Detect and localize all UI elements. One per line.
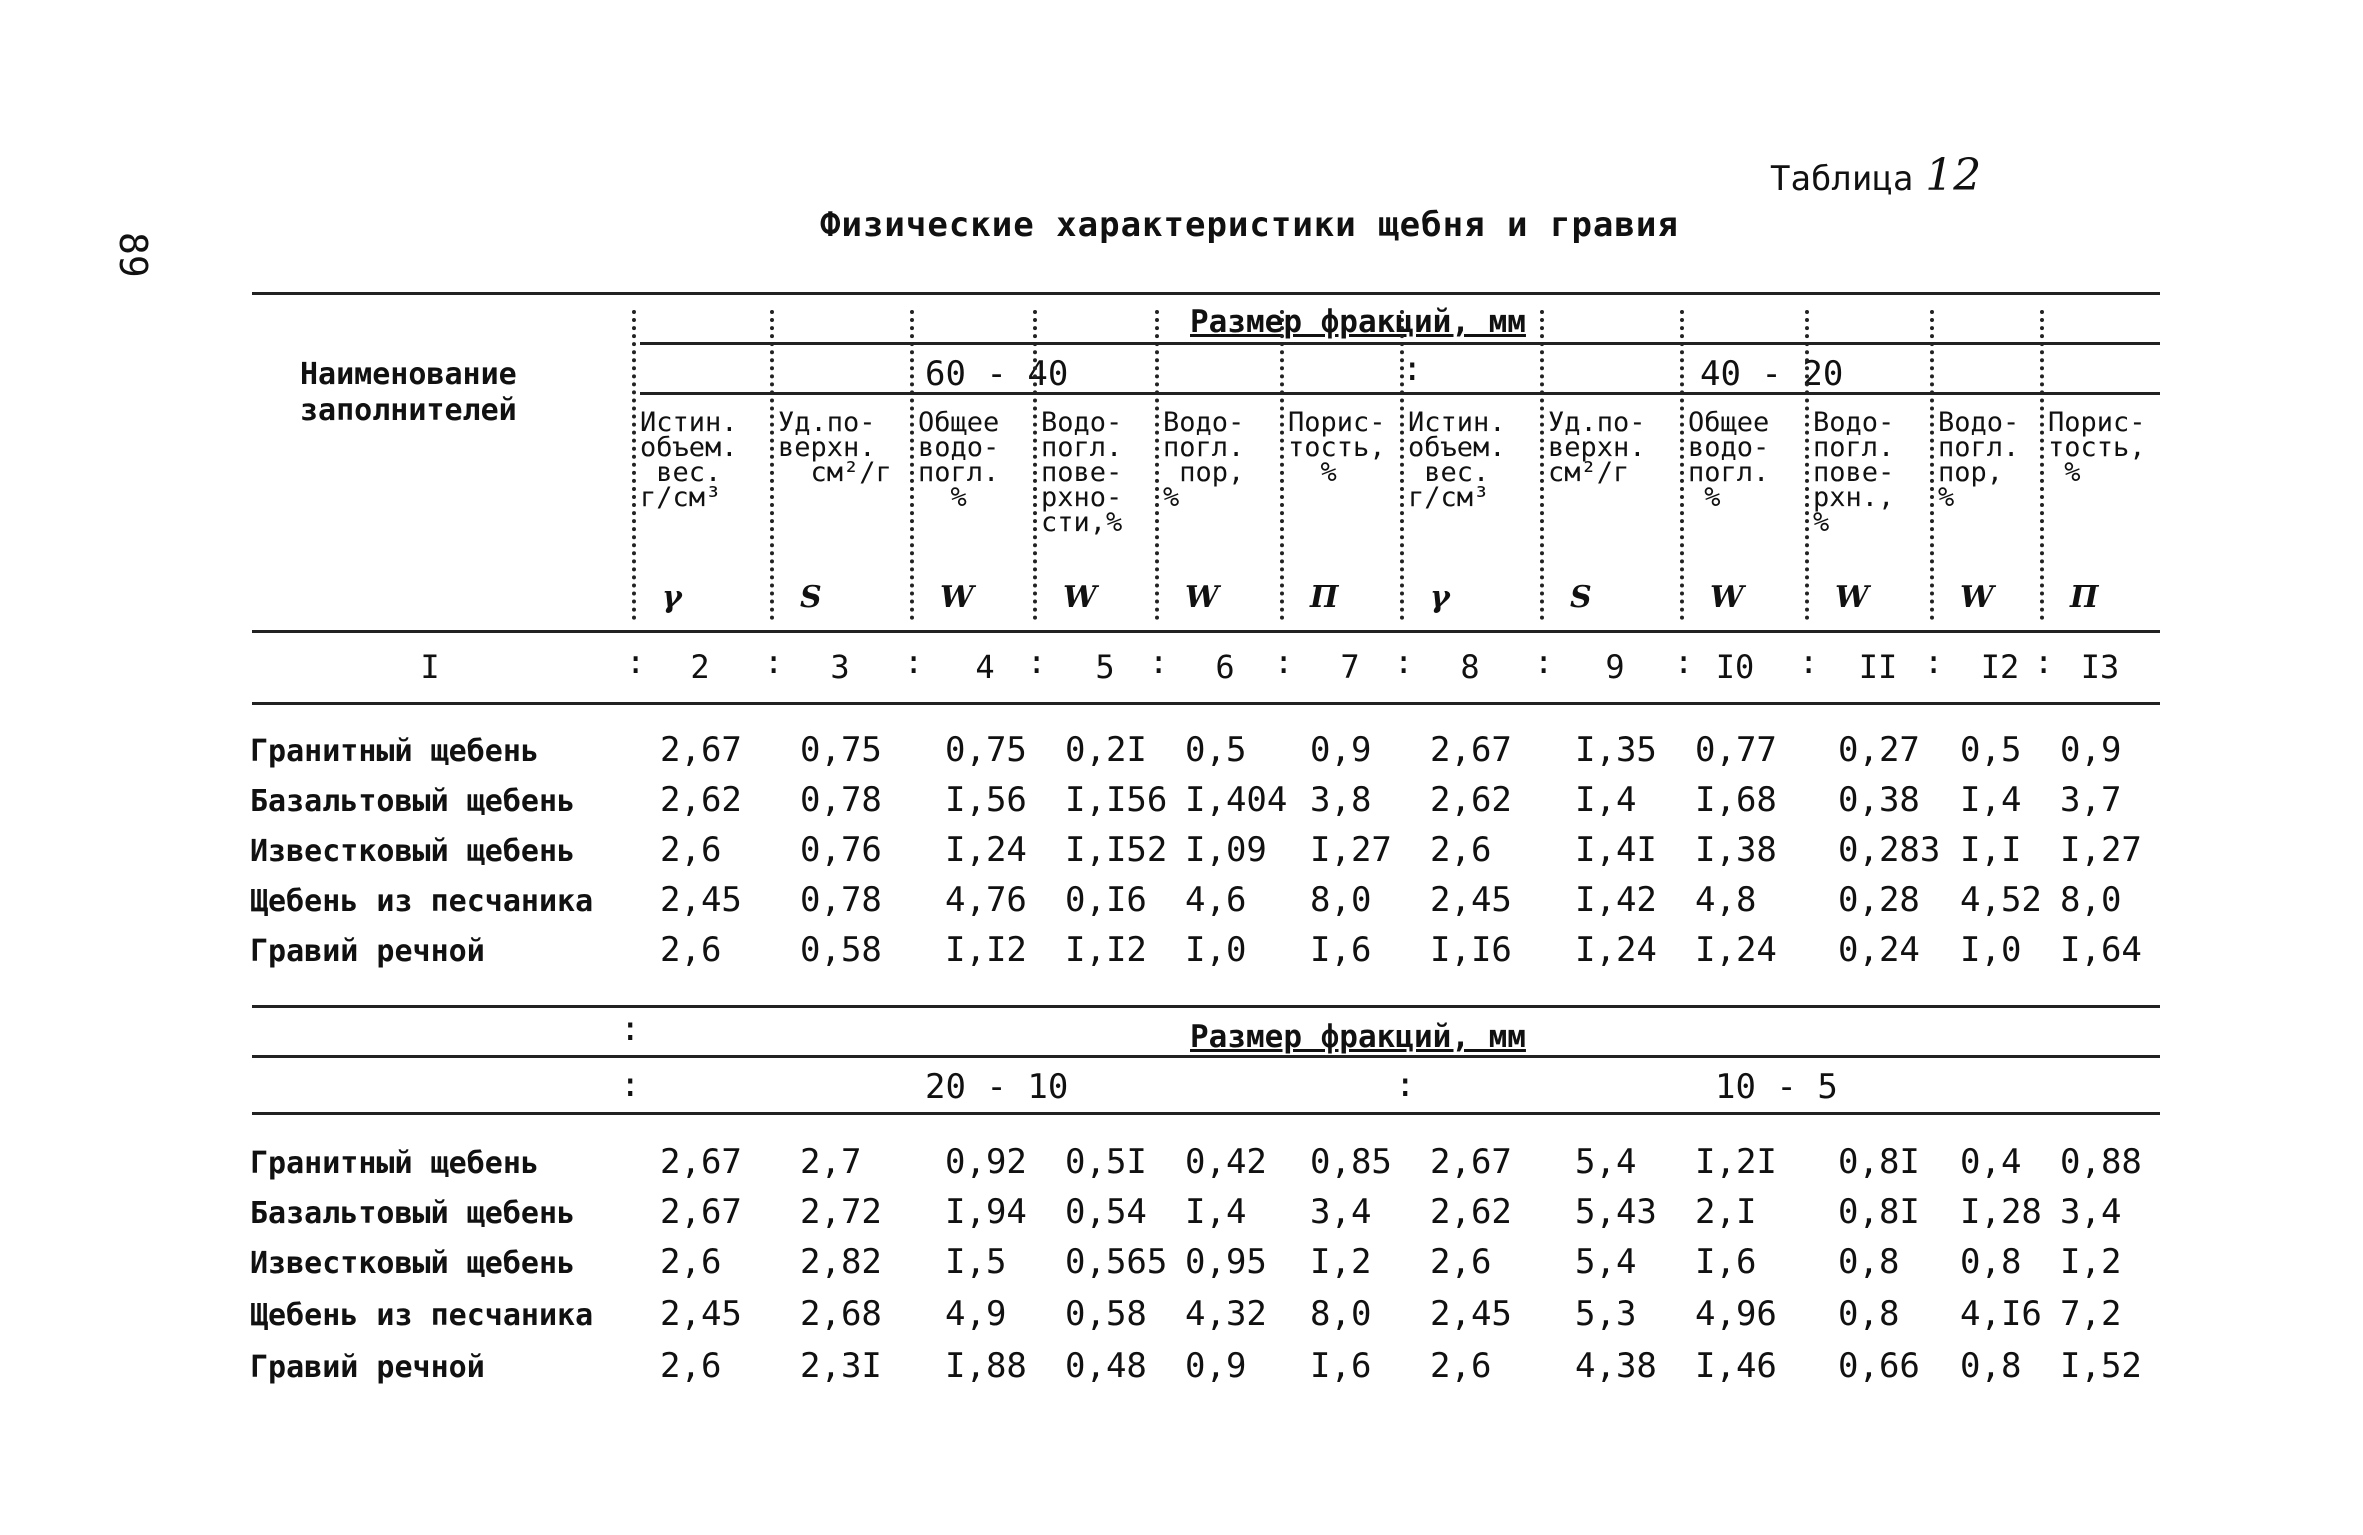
- column-header-8: Истин. объем. вес. г/см³: [1408, 407, 1506, 513]
- section2-cell-2-4: I,94: [945, 1192, 1027, 1232]
- section1-cell-1-8: 2,67: [1430, 730, 1512, 770]
- section1-cell-2-12: I,4: [1960, 780, 2022, 820]
- section2-row-name-2: Базальтовый щебень: [250, 1196, 576, 1231]
- number-colon-6: :: [1274, 643, 1294, 681]
- rule-numbers-bottom: [252, 702, 2160, 705]
- column-symbol-12: W: [1960, 580, 1994, 615]
- section2-cell-3-2: 2,6: [660, 1242, 722, 1282]
- section2-colon-2: :: [620, 1065, 641, 1105]
- section1-cell-3-9: I,4I: [1575, 830, 1657, 870]
- section1-cell-4-4: 4,76: [945, 880, 1027, 920]
- table-label: [1770, 150, 1981, 201]
- rule-section2-fraction: [252, 1055, 2160, 1058]
- section2-cell-5-5: 0,48: [1065, 1346, 1147, 1386]
- section1-row-name-3: Известковый щебень: [250, 834, 576, 869]
- section1-cell-5-4: I,I2: [945, 930, 1027, 970]
- section1-row-name-2: Базальтовый щебень: [250, 784, 576, 819]
- section1-cell-2-13: 3,7: [2060, 780, 2122, 820]
- section1-row-name-5: Гравий речной: [250, 934, 485, 969]
- section2-cell-2-3: 2,72: [800, 1192, 882, 1232]
- header-divider-1: [632, 310, 636, 620]
- section2-cell-3-12: 0,8: [1960, 1242, 2022, 1282]
- section2-cell-2-7: 3,4: [1310, 1192, 1372, 1232]
- section2-cell-4-10: 4,96: [1695, 1294, 1777, 1334]
- section1-cell-4-12: 4,52: [1960, 880, 2042, 920]
- section1-cell-4-2: 2,45: [660, 880, 742, 920]
- section2-cell-4-2: 2,45: [660, 1294, 742, 1334]
- column-header-7: Порис- тость, %: [1288, 407, 1386, 488]
- section2-cell-5-8: 2,6: [1430, 1346, 1492, 1386]
- section1-cell-1-3: 0,75: [800, 730, 882, 770]
- section1-cell-5-6: I,0: [1185, 930, 1247, 970]
- section2-cell-5-6: 0,9: [1185, 1346, 1247, 1386]
- section1-cell-5-9: I,24: [1575, 930, 1657, 970]
- section1-cell-2-11: 0,38: [1838, 780, 1920, 820]
- column-number-4: 4: [975, 648, 995, 686]
- column-symbol-6: W: [1185, 580, 1219, 615]
- section2-cell-5-2: 2,6: [660, 1346, 722, 1386]
- column-symbol-7: П: [1310, 580, 1339, 615]
- section1-cell-1-10: 0,77: [1695, 730, 1777, 770]
- section2-cell-1-5: 0,5I: [1065, 1142, 1147, 1182]
- range-60-40: 60 - 40: [925, 354, 1069, 394]
- section2-cell-4-4: 4,9: [945, 1294, 1007, 1334]
- section2-row-name-1: Гранитный щебень: [250, 1146, 539, 1181]
- section1-cell-1-2: 2,67: [660, 730, 742, 770]
- section1-cell-3-7: I,27: [1310, 830, 1392, 870]
- section1-row-name-4: Щебень из песчаника: [250, 884, 594, 919]
- section1-cell-4-13: 8,0: [2060, 880, 2122, 920]
- column-number-3: 3: [830, 648, 850, 686]
- section2-cell-5-13: I,52: [2060, 1346, 2142, 1386]
- section2-cell-4-8: 2,45: [1430, 1294, 1512, 1334]
- section1-cell-2-3: 0,78: [800, 780, 882, 820]
- header-divider-7: [1400, 310, 1404, 620]
- section1-cell-5-7: I,6: [1310, 930, 1372, 970]
- header-divider-4: [1033, 310, 1037, 620]
- section1-cell-3-5: I,I52: [1065, 830, 1168, 870]
- section2-cell-3-5: 0,565: [1065, 1242, 1168, 1282]
- rule-section2-top: [252, 1005, 2160, 1008]
- table-title: Физические характеристики щебня и гравия: [820, 205, 1679, 245]
- column-symbol-2: γ: [662, 580, 682, 615]
- column-header-6: Водо- погл. пор, %: [1163, 407, 1245, 513]
- section1-cell-5-2: 2,6: [660, 930, 722, 970]
- column-header-13: Порис- тость, %: [2048, 407, 2146, 488]
- header-divider-6: [1280, 310, 1284, 620]
- column-symbol-3: S: [800, 580, 822, 615]
- column-number-9: 9: [1605, 648, 1625, 686]
- section2-row-name-4: Щебень из песчаника: [250, 1298, 594, 1333]
- column-number-5: 5: [1095, 648, 1115, 686]
- column-number-13: I3: [2080, 648, 2120, 686]
- section1-cell-2-8: 2,62: [1430, 780, 1512, 820]
- section2-cell-2-13: 3,4: [2060, 1192, 2122, 1232]
- section2-cell-2-5: 0,54: [1065, 1192, 1147, 1232]
- section1-cell-5-5: I,I2: [1065, 930, 1147, 970]
- section1-cell-4-10: 4,8: [1695, 880, 1757, 920]
- rule-header-bottom: [252, 630, 2160, 633]
- section2-cell-2-8: 2,62: [1430, 1192, 1512, 1232]
- section1-cell-5-13: I,64: [2060, 930, 2142, 970]
- section2-cell-2-11: 0,8I: [1838, 1192, 1920, 1232]
- section1-cell-4-6: 4,6: [1185, 880, 1247, 920]
- section2-cell-4-11: 0,8: [1838, 1294, 1900, 1334]
- section2-cell-3-6: 0,95: [1185, 1242, 1267, 1282]
- section2-cell-2-12: I,28: [1960, 1192, 2042, 1232]
- column-symbol-4: W: [940, 580, 974, 615]
- section2-cell-1-8: 2,67: [1430, 1142, 1512, 1182]
- section2-cell-5-10: I,46: [1695, 1346, 1777, 1386]
- section2-cell-1-3: 2,7: [800, 1142, 862, 1182]
- section2-cell-5-9: 4,38: [1575, 1346, 1657, 1386]
- section2-cell-3-8: 2,6: [1430, 1242, 1492, 1282]
- section2-cell-5-12: 0,8: [1960, 1346, 2022, 1386]
- header-name-line1: Наименование: [300, 357, 517, 392]
- section1-cell-3-6: I,09: [1185, 830, 1267, 870]
- section1-cell-1-11: 0,27: [1838, 730, 1920, 770]
- range-40-20: 40 - 20: [1700, 354, 1844, 394]
- column-header-11: Водо- погл. пове- рхн., %: [1813, 407, 1895, 538]
- section2-cell-2-6: I,4: [1185, 1192, 1247, 1232]
- number-colon-2: :: [764, 643, 784, 681]
- section1-cell-4-8: 2,45: [1430, 880, 1512, 920]
- header-divider-8: [1540, 310, 1544, 620]
- section1-cell-2-6: I,404: [1185, 780, 1288, 820]
- section1-cell-3-4: I,24: [945, 830, 1027, 870]
- range-20-10: 20 - 10: [925, 1067, 1069, 1107]
- number-colon-3: :: [904, 643, 924, 681]
- column-number-6: 6: [1215, 648, 1235, 686]
- number-colon-1: :: [626, 643, 646, 681]
- number-colon-9: :: [1674, 643, 1694, 681]
- section2-cell-2-2: 2,67: [660, 1192, 742, 1232]
- section2-cell-1-6: 0,42: [1185, 1142, 1267, 1182]
- section2-cell-4-7: 8,0: [1310, 1294, 1372, 1334]
- number-colon-4: :: [1027, 643, 1047, 681]
- section1-cell-4-3: 0,78: [800, 880, 882, 920]
- section1-cell-4-5: 0,I6: [1065, 880, 1147, 920]
- section2-cell-3-7: I,2: [1310, 1242, 1372, 1282]
- section2-fraction-label: Размер фракций, мм: [1190, 1019, 1526, 1055]
- column-number-12: I2: [1980, 648, 2020, 686]
- section2-cell-3-13: I,2: [2060, 1242, 2122, 1282]
- section1-cell-2-4: I,56: [945, 780, 1027, 820]
- range-separator: :: [1402, 349, 1423, 389]
- section2-cell-1-12: 0,4: [1960, 1142, 2022, 1182]
- section2-cell-3-4: I,5: [945, 1242, 1007, 1282]
- section1-cell-5-12: I,0: [1960, 930, 2022, 970]
- section1-cell-1-5: 0,2I: [1065, 730, 1147, 770]
- section1-cell-2-9: I,4: [1575, 780, 1637, 820]
- section1-cell-1-7: 0,9: [1310, 730, 1372, 770]
- section1-cell-4-7: 8,0: [1310, 880, 1372, 920]
- section2-colon-3: :: [1395, 1065, 1416, 1105]
- header-divider-5: [1155, 310, 1159, 620]
- section1-cell-5-11: 0,24: [1838, 930, 1920, 970]
- section1-cell-5-10: I,24: [1695, 930, 1777, 970]
- section1-cell-3-11: 0,283: [1838, 830, 1941, 870]
- column-header-9: Уд.по- верхн. см²/г: [1548, 407, 1646, 488]
- column-number-11: II: [1858, 648, 1898, 686]
- section2-colon-1: :: [620, 1009, 641, 1049]
- column-symbol-9: S: [1570, 580, 1592, 615]
- section2-cell-3-3: 2,82: [800, 1242, 882, 1282]
- section1-cell-2-7: 3,8: [1310, 780, 1372, 820]
- column-symbol-13: П: [2070, 580, 2099, 615]
- section1-cell-5-3: 0,58: [800, 930, 882, 970]
- column-header-2: Истин. объем. вес. г/см³: [640, 407, 738, 513]
- section2-cell-4-3: 2,68: [800, 1294, 882, 1334]
- column-number-10: I0: [1715, 648, 1755, 686]
- section2-cell-1-7: 0,85: [1310, 1142, 1392, 1182]
- section2-cell-2-10: 2,I: [1695, 1192, 1757, 1232]
- section2-cell-1-13: 0,88: [2060, 1142, 2142, 1182]
- range-10-5: 10 - 5: [1715, 1067, 1838, 1107]
- section2-row-name-3: Известковый щебень: [250, 1246, 576, 1281]
- column-symbol-11: W: [1835, 580, 1869, 615]
- section1-row-name-1: Гранитный щебень: [250, 734, 539, 769]
- column-header-12: Водо- погл. пор, %: [1938, 407, 2020, 513]
- number-colon-11: :: [1924, 643, 1944, 681]
- section2-cell-3-11: 0,8: [1838, 1242, 1900, 1282]
- column-number-7: 7: [1340, 648, 1360, 686]
- section1-cell-2-5: I,I56: [1065, 780, 1168, 820]
- column-header-3: Уд.по- верхн. см²/г: [778, 407, 892, 488]
- section1-cell-1-12: 0,5: [1960, 730, 2022, 770]
- section1-cell-5-8: I,I6: [1430, 930, 1512, 970]
- header-divider-2: [770, 310, 774, 620]
- column-header-10: Общее водо- погл. %: [1688, 407, 1770, 513]
- section2-cell-1-2: 2,67: [660, 1142, 742, 1182]
- section1-cell-1-4: 0,75: [945, 730, 1027, 770]
- column-number-2: 2: [690, 648, 710, 686]
- section1-cell-3-8: 2,6: [1430, 830, 1492, 870]
- section2-cell-3-10: I,6: [1695, 1242, 1757, 1282]
- section2-cell-3-9: 5,4: [1575, 1242, 1637, 1282]
- section2-cell-2-9: 5,43: [1575, 1192, 1657, 1232]
- number-colon-5: :: [1149, 643, 1169, 681]
- section2-cell-5-3: 2,3I: [800, 1346, 882, 1386]
- section1-cell-1-9: I,35: [1575, 730, 1657, 770]
- section1-cell-3-2: 2,6: [660, 830, 722, 870]
- section2-cell-1-4: 0,92: [945, 1142, 1027, 1182]
- section1-cell-1-13: 0,9: [2060, 730, 2122, 770]
- section2-row-name-5: Гравий речной: [250, 1350, 485, 1385]
- section1-cell-4-9: I,42: [1575, 880, 1657, 920]
- section1-cell-3-3: 0,76: [800, 830, 882, 870]
- table-number: 12: [1925, 150, 1982, 201]
- section1-cell-3-13: I,27: [2060, 830, 2142, 870]
- header-divider-10: [1805, 310, 1809, 620]
- section2-cell-4-13: 7,2: [2060, 1294, 2122, 1334]
- number-colon-7: :: [1394, 643, 1414, 681]
- header-divider-9: [1680, 310, 1684, 620]
- header-divider-12: [2040, 310, 2044, 620]
- number-colon-8: :: [1534, 643, 1554, 681]
- section2-cell-5-4: I,88: [945, 1346, 1027, 1386]
- section2-cell-1-11: 0,8I: [1838, 1142, 1920, 1182]
- section2-cell-4-9: 5,3: [1575, 1294, 1637, 1334]
- header-divider-3: [910, 310, 914, 620]
- section2-cell-5-7: I,6: [1310, 1346, 1372, 1386]
- section1-cell-3-12: I,I: [1960, 830, 2022, 870]
- column-symbol-10: W: [1710, 580, 1744, 615]
- column-number-8: 8: [1460, 648, 1480, 686]
- section2-cell-4-5: 0,58: [1065, 1294, 1147, 1334]
- section1-cell-2-2: 2,62: [660, 780, 742, 820]
- table-label-text: Таблица: [1770, 159, 1914, 199]
- column-header-4: Общее водо- погл. %: [918, 407, 1000, 513]
- number-colon-12: :: [2034, 643, 2054, 681]
- header-divider-11: [1930, 310, 1934, 620]
- header-name-line2: заполнителей: [300, 393, 517, 428]
- column-number-1: I: [420, 648, 440, 686]
- section2-cell-1-10: I,2I: [1695, 1142, 1777, 1182]
- section2-cell-4-6: 4,32: [1185, 1294, 1267, 1334]
- rule-section2-ranges: [252, 1112, 2160, 1115]
- section1-cell-1-6: 0,5: [1185, 730, 1247, 770]
- number-colon-10: :: [1799, 643, 1819, 681]
- page-number: 89: [111, 232, 155, 278]
- section2-cell-4-12: 4,I6: [1960, 1294, 2042, 1334]
- section2-cell-1-9: 5,4: [1575, 1142, 1637, 1182]
- section1-cell-4-11: 0,28: [1838, 880, 1920, 920]
- section1-cell-2-10: I,68: [1695, 780, 1777, 820]
- column-symbol-5: W: [1063, 580, 1097, 615]
- rule-top: [252, 292, 2160, 295]
- column-header-5: Водо- погл. пове- рхно- сти,%: [1041, 407, 1123, 538]
- column-symbol-8: γ: [1430, 580, 1450, 615]
- fraction-label: Размер фракций, мм: [1190, 304, 1526, 340]
- section2-cell-5-11: 0,66: [1838, 1346, 1920, 1386]
- section1-cell-3-10: I,38: [1695, 830, 1777, 870]
